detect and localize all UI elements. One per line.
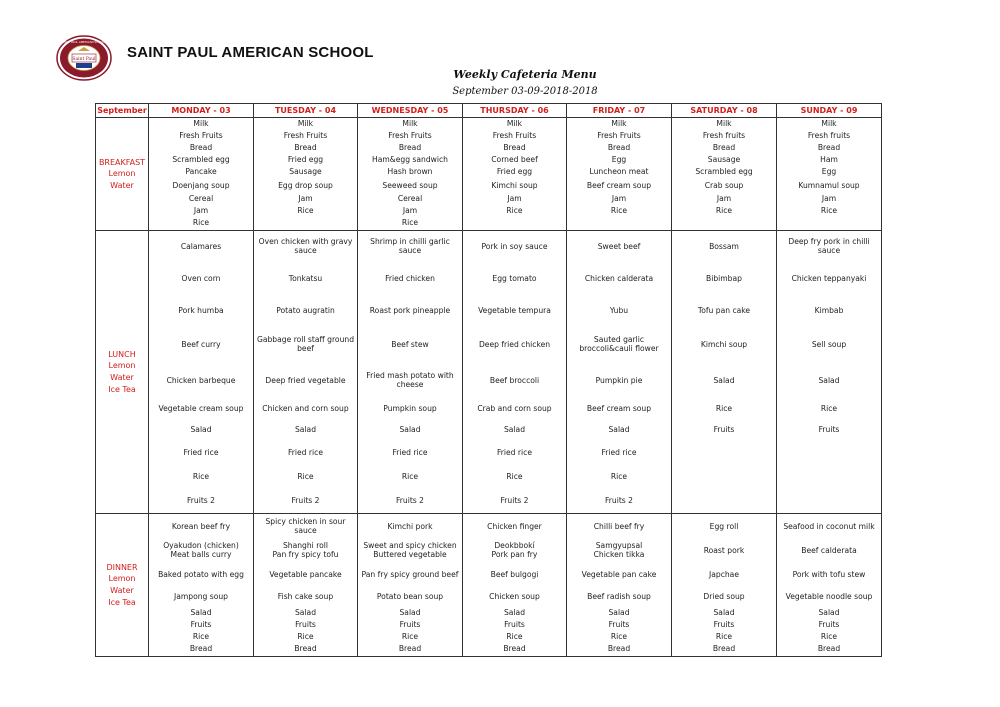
menu-item: Oven corn <box>181 273 221 283</box>
menu-cell <box>672 231 777 514</box>
menu-item: Rice <box>192 631 210 641</box>
menu-item: Spicy chicken in sour sauce <box>265 517 346 535</box>
menu-item: Fruits 2 <box>500 495 529 505</box>
menu-item: Chicken finger <box>487 521 542 531</box>
meal-label-line: BREAKFAST <box>98 157 146 167</box>
menu-cell <box>149 514 254 657</box>
menu-item: Jam <box>193 206 209 216</box>
menu-item: Fish cake soup <box>277 591 334 601</box>
meal-label-line: Ice Tea <box>108 384 136 394</box>
menu-item: Milk <box>821 119 837 129</box>
menu-item: Fruits <box>190 619 212 629</box>
menu-item <box>672 218 776 230</box>
menu-item: Milk <box>402 119 418 129</box>
menu-item: Bread <box>189 643 213 653</box>
menu-item: Rice <box>715 206 733 216</box>
menu-item: Rice <box>820 403 838 413</box>
menu-item: Rice <box>401 218 419 228</box>
menu-item: Chicken calderata <box>584 273 654 283</box>
menu-item: Jam <box>821 194 837 204</box>
menu-item: Bread <box>607 143 631 153</box>
menu-cell <box>777 231 882 514</box>
menu-item <box>777 441 881 465</box>
menu-item: Beef cream soup <box>586 403 652 413</box>
menu-item: Bossam <box>709 241 739 251</box>
menu-item: Corned beef <box>491 155 538 165</box>
menu-item: Fried rice <box>496 447 533 457</box>
menu-item: Ham <box>820 155 838 165</box>
menu-item: Shanghi roll Pan fry spicy tofu <box>272 541 339 559</box>
menu-item: Rice <box>297 206 314 216</box>
menu-item: Shrimp in chilli garlic sauce <box>370 237 450 255</box>
menu-item: Beef bulgogi <box>490 569 539 579</box>
menu-item <box>254 218 357 230</box>
menu-item: Rice <box>610 206 628 216</box>
meal-label-line: Lemon <box>108 361 136 371</box>
menu-item: Rice <box>401 471 419 481</box>
menu-item: Rice <box>401 631 419 641</box>
meal-label-line: Lemon <box>108 574 136 584</box>
menu-item: Bread <box>712 143 736 153</box>
menu-item: Sauted garlic broccoli&cauli flower <box>579 335 659 353</box>
menu-item: Chicken soup <box>489 591 540 601</box>
menu-cell <box>254 231 358 514</box>
menu-item: Rice <box>715 631 733 641</box>
day-header: THURSDAY - 06 <box>463 104 567 118</box>
menu-item: Jam <box>611 194 627 204</box>
day-header: MONDAY - 03 <box>149 104 254 118</box>
breakfast-label <box>96 118 149 231</box>
menu-item: Milk <box>611 119 627 129</box>
menu-item: Beef stew <box>391 339 429 349</box>
menu-item: Bread <box>712 643 736 653</box>
menu-item: Rice <box>820 631 838 641</box>
menu-item: Rice <box>506 631 523 641</box>
menu-item: Salad <box>190 424 212 434</box>
menu-item: Oyakudon (chicken) Meat balls curry <box>163 541 239 559</box>
menu-item: Vegetable pancake <box>269 569 342 579</box>
menu-item: Jam <box>716 194 732 204</box>
menu-item: Chicken and corn soup <box>262 403 349 413</box>
menu-item: Dried soup <box>703 591 745 601</box>
menu-item: Rice <box>506 471 523 481</box>
menu-item: Pan fry spicy ground beef <box>361 569 459 579</box>
menu-item: Rice <box>506 206 523 216</box>
dinner-row <box>96 514 882 657</box>
menu-item: Rice <box>610 471 628 481</box>
menu-item: Sausage <box>707 155 741 165</box>
menu-item: Fresh Fruits <box>179 131 223 141</box>
menu-table <box>95 103 882 657</box>
menu-item: Samgyupsal Chicken tikka <box>593 541 645 559</box>
menu-cell <box>463 118 567 231</box>
menu-item: Bibimbap <box>706 273 742 283</box>
lunch-row <box>96 231 882 514</box>
menu-item: Salad <box>818 375 840 385</box>
menu-item: Vegetable noodle soup <box>785 591 873 601</box>
menu-item: Rice <box>297 471 314 481</box>
menu-item: Doenjang soup <box>172 180 230 190</box>
menu-item: Fried rice <box>287 447 324 457</box>
menu-item: Fried egg <box>287 155 324 165</box>
menu-item <box>672 465 776 489</box>
day-header: SUNDAY - 09 <box>777 104 882 118</box>
meal-label-line: Ice Tea <box>108 597 136 607</box>
menu-item: Fried rice <box>392 447 428 457</box>
menu-item: Fruits 2 <box>604 495 634 505</box>
menu-item: Bread <box>503 143 526 153</box>
menu-item: Vegetable pan cake <box>581 569 657 579</box>
menu-cell <box>672 514 777 657</box>
menu-item: Bread <box>398 143 422 153</box>
menu-cell <box>254 118 358 231</box>
menu-cell <box>567 118 672 231</box>
lunch-label <box>96 231 149 514</box>
menu-item: Bread <box>817 643 841 653</box>
meal-label-line: LUNCH <box>108 349 136 359</box>
menu-item: Fried chicken <box>385 273 435 283</box>
menu-item: Milk <box>716 119 732 129</box>
menu-item: Egg tomato <box>492 273 537 283</box>
menu-item: Jampong soup <box>173 591 229 601</box>
menu-item: Sell soup <box>811 339 847 349</box>
menu-item: Kimchi soup <box>491 180 538 190</box>
menu-item: Seafood in coconut milk <box>783 521 875 531</box>
menu-item: Fruits <box>818 424 840 434</box>
menu-item: Pumpkin pie <box>595 375 643 385</box>
menu-item: Baked potato with egg <box>158 569 244 579</box>
menu-item: Jam <box>298 194 313 204</box>
menu-item: Deokbbokí Pork pan fry <box>491 541 538 559</box>
menu-item: Salad <box>713 375 735 385</box>
menu-item: Crab and corn soup <box>477 403 552 413</box>
menu-item: Bread <box>398 643 422 653</box>
menu-item: Salad <box>818 607 840 617</box>
menu-item <box>777 465 881 489</box>
menu-item: Chicken teppanyaki <box>791 273 867 283</box>
menu-item: Salad <box>190 607 212 617</box>
menu-cell <box>254 514 358 657</box>
menu-item: Fried mash potato with cheese <box>366 371 454 389</box>
menu-item <box>567 218 671 230</box>
menu-item: Fruits <box>504 619 525 629</box>
menu-item: Salad <box>608 607 630 617</box>
menu-item: Bread <box>503 643 526 653</box>
menu-item: Hash brown <box>387 167 433 177</box>
menu-title: Weekly Cafeteria Menu <box>453 68 597 81</box>
menu-item: Yubu <box>609 305 629 315</box>
menu-cell <box>463 231 567 514</box>
menu-item: Beef curry <box>181 339 221 349</box>
menu-item: Rice <box>820 206 838 216</box>
school-logo <box>56 35 112 81</box>
menu-item: Fresh Fruits <box>388 131 432 141</box>
menu-item: Ham&egg sandwich <box>372 155 448 165</box>
menu-cell <box>567 514 672 657</box>
menu-item: Jam <box>402 206 418 216</box>
menu-cell <box>149 118 254 231</box>
menu-item: Luncheon meat <box>589 167 649 177</box>
menu-cell <box>358 118 463 231</box>
menu-item: Vegetable cream soup <box>158 403 244 413</box>
day-header: FRIDAY - 07 <box>567 104 672 118</box>
menu-item: Egg roll <box>709 521 739 531</box>
breakfast-row <box>96 118 882 231</box>
menu-item: Cereal <box>397 194 423 204</box>
menu-item: Tofu pan cake <box>697 305 751 315</box>
day-header: TUESDAY - 04 <box>254 104 358 118</box>
menu-item: Deep fry pork in chilli sauce <box>788 237 870 255</box>
menu-item: Salad <box>399 424 421 434</box>
menu-item: Rice <box>192 471 210 481</box>
menu-item: Fresh fruits <box>807 131 851 141</box>
menu-cell <box>149 231 254 514</box>
menu-cell <box>567 231 672 514</box>
menu-item: Roast pork pineapple <box>369 305 451 315</box>
menu-item: Rice <box>610 631 628 641</box>
menu-item: Seeweed soup <box>382 180 438 190</box>
menu-item: Fresh Fruits <box>597 131 641 141</box>
menu-item: Milk <box>506 119 523 129</box>
menu-item: Egg <box>821 167 837 177</box>
menu-item: Fruits <box>295 619 316 629</box>
menu-item: Kumnamul soup <box>798 180 860 190</box>
meal-label-line: Lemon <box>108 169 136 179</box>
menu-item: Bread <box>294 143 317 153</box>
header-row <box>96 104 882 118</box>
menu-item: Fried rice <box>183 447 219 457</box>
menu-item: Fruits 2 <box>291 495 320 505</box>
menu-cell <box>358 231 463 514</box>
menu-item: Salad <box>399 607 421 617</box>
menu-item: Beef cream soup <box>586 180 652 190</box>
menu-item: Bread <box>817 143 841 153</box>
menu-item: Rice <box>192 218 210 228</box>
menu-item: Crab soup <box>704 180 744 190</box>
menu-cell <box>777 514 882 657</box>
menu-cell <box>777 118 882 231</box>
day-header: WEDNESDAY - 05 <box>358 104 463 118</box>
menu-item: Salad <box>294 607 317 617</box>
meal-label-line: DINNER <box>106 562 138 572</box>
menu-item: Fruits <box>818 619 840 629</box>
menu-item: Roast pork <box>703 545 745 555</box>
menu-cell <box>358 514 463 657</box>
menu-item: Sweet and spicy chicken Buttered vegetable <box>363 541 457 559</box>
menu-item: Potato augratin <box>276 305 335 315</box>
menu-item: Scrambled egg <box>172 155 230 165</box>
menu-item: Salad <box>713 607 735 617</box>
month-label: September <box>96 104 149 118</box>
menu-item: Fried egg <box>496 167 533 177</box>
menu-item: Bread <box>607 643 631 653</box>
meal-label-line: Water <box>110 373 134 382</box>
menu-item: Egg <box>611 155 627 165</box>
menu-item: Fresh Fruits <box>492 131 537 141</box>
menu-item: Fruits 2 <box>186 495 216 505</box>
school-name: SAINT PAUL AMERICAN SCHOOL <box>127 44 374 61</box>
menu-item: Beef radish soup <box>587 591 651 601</box>
menu-cell <box>672 118 777 231</box>
menu-item: Fresh Fruits <box>283 131 328 141</box>
menu-item: Fruits <box>608 619 630 629</box>
menu-item: Japchae <box>708 569 740 579</box>
menu-item: Salad <box>503 424 526 434</box>
menu-item: Deep fried chicken <box>478 339 551 349</box>
menu-item <box>672 489 776 513</box>
menu-item: Rice <box>297 631 314 641</box>
menu-item: Salad <box>503 607 526 617</box>
menu-cell <box>463 514 567 657</box>
menu-item: Kimbab <box>814 305 844 315</box>
menu-item: Fruits 2 <box>395 495 425 505</box>
menu-item <box>672 441 776 465</box>
menu-item: Kimchi pork <box>387 521 433 531</box>
menu-item: Fresh fruits <box>702 131 746 141</box>
menu-item <box>777 218 881 230</box>
menu-item: Salad <box>608 424 630 434</box>
menu-item: Chicken barbeque <box>166 375 236 385</box>
menu-item: Deep fried vegetable <box>265 375 346 385</box>
menu-item: Sweet beef <box>597 241 641 251</box>
menu-item: Pork humba <box>178 305 224 315</box>
menu-item: Milk <box>193 119 209 129</box>
menu-item: Tonkatsu <box>288 273 323 283</box>
menu-item: Rice <box>715 403 733 413</box>
menu-item: Calamares <box>180 241 222 251</box>
menu-date-range: September 03-09-2018-2018 <box>452 86 598 97</box>
menu-item: Jam <box>507 194 522 204</box>
menu-item: Cereal <box>188 194 214 204</box>
menu-item: Pork with tofu stew <box>792 569 866 579</box>
menu-item: Kimchi soup <box>700 339 748 349</box>
menu-item: Beef broccoli <box>489 375 540 385</box>
menu-item <box>463 218 566 230</box>
menu-item: Fruits <box>399 619 421 629</box>
menu-item: Beef calderata <box>801 545 857 555</box>
menu-item: Potato bean soup <box>376 591 444 601</box>
menu-item: Bread <box>189 143 213 153</box>
menu-item: Fruits <box>713 619 735 629</box>
menu-item: Pancake <box>185 167 217 177</box>
menu-item: Fruits <box>713 424 735 434</box>
menu-item: Chilli beef fry <box>593 521 645 531</box>
menu-item: Gabbage roll staff ground beef <box>256 335 355 353</box>
menu-item: Oven chicken with gravy sauce <box>258 237 353 255</box>
menu-item: Vegetable tempura <box>478 305 551 315</box>
meal-label-line: Water <box>110 586 134 595</box>
menu-item: Sausage <box>289 167 322 177</box>
menu-item: Salad <box>294 424 317 434</box>
day-header: SATURDAY - 08 <box>672 104 777 118</box>
menu-item: Egg drop soup <box>278 180 333 190</box>
menu-item: Fried rice <box>601 447 637 457</box>
svg-text:Saint Paul: Saint Paul <box>72 57 96 62</box>
menu-item: Pumpkin soup <box>383 403 437 413</box>
menu-item <box>777 489 881 513</box>
dinner-label <box>96 514 149 657</box>
menu-item: Scrambled egg <box>695 167 753 177</box>
menu-item: Korean beef fry <box>171 521 231 531</box>
menu-item: Pork in soy sauce <box>481 241 548 251</box>
menu-item: Milk <box>297 119 314 129</box>
svg-text:SAINT PAUL AMERICAN SCHOOL: SAINT PAUL AMERICAN SCHOOL <box>61 40 107 44</box>
meal-label-line: Water <box>110 180 134 190</box>
menu-item: Bread <box>294 643 317 653</box>
